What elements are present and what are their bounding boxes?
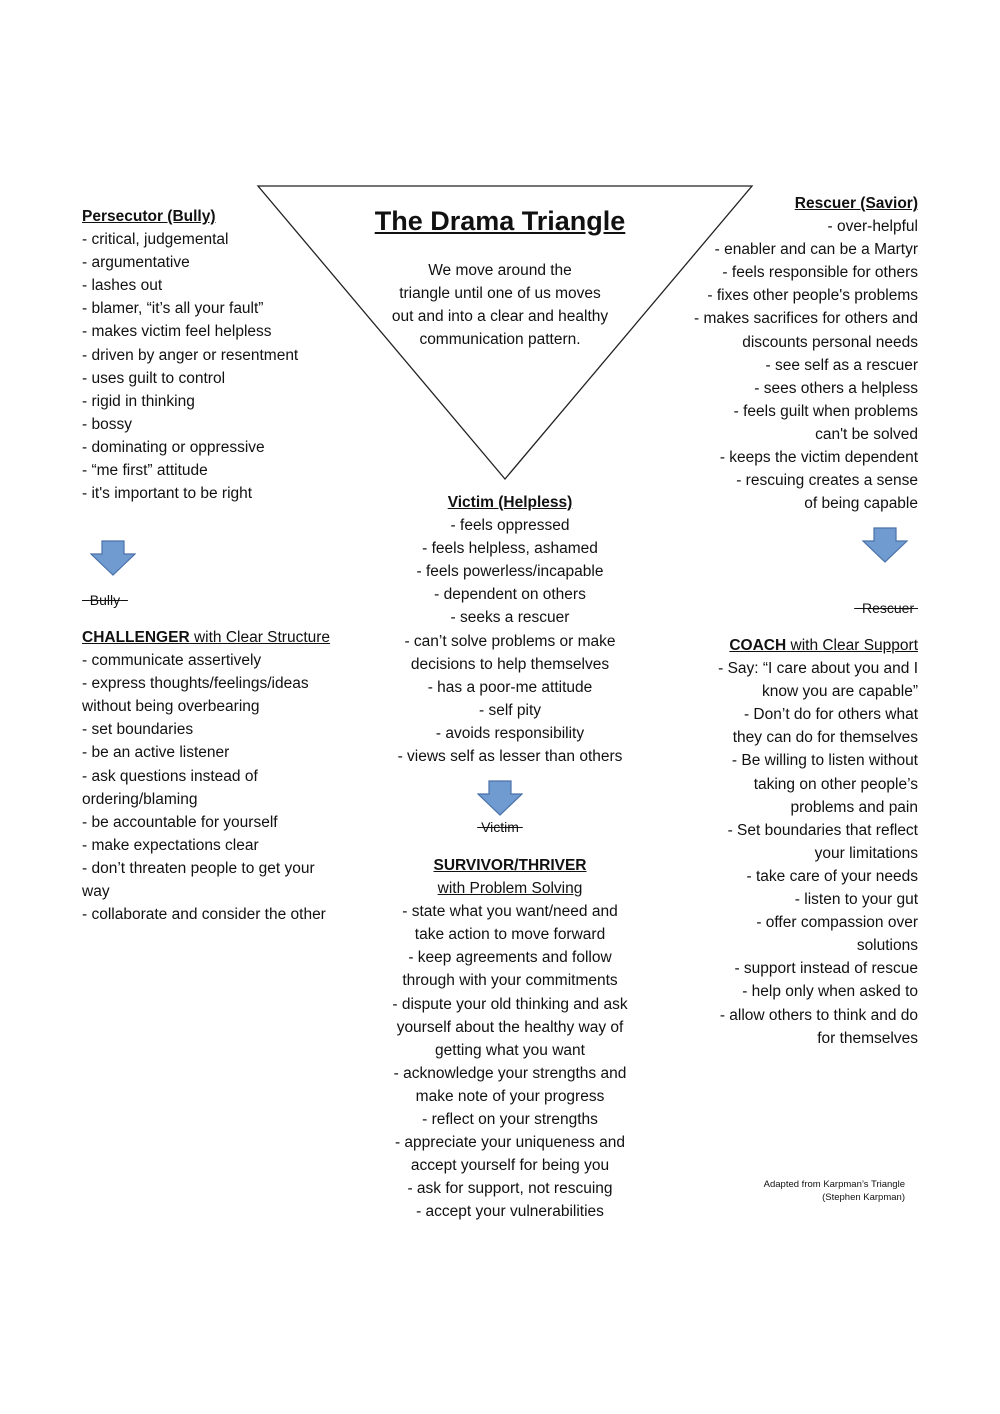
list-item: - rigid in thinking — [82, 392, 195, 410]
list-item: - has a poor-me attitude — [427, 678, 593, 696]
victim-section — [360, 491, 660, 768]
list-item: for themselves — [817, 1029, 918, 1047]
list-item: - be accountable for yourself — [82, 813, 278, 831]
list-item: - Be willing to listen without — [731, 752, 918, 770]
list-item: - feels helpless, ashamed — [422, 540, 598, 558]
list-item: - reflect on your strengths — [422, 1111, 598, 1129]
credit-line: Adapted from Karpman’s Triangle — [763, 1179, 905, 1190]
list-item: accept yourself for being you — [410, 1157, 610, 1175]
list-item: - keep agreements and follow — [408, 949, 612, 967]
list-item: - blamer, “it’s all your fault” — [82, 300, 264, 318]
list-item: - Set boundaries that reflect — [727, 821, 918, 839]
list-item: - avoids responsibility — [435, 724, 585, 742]
list-item: your limitations — [814, 844, 918, 862]
list-item: - be an active listener — [82, 744, 230, 762]
list-item: - feels guilt when problems — [733, 402, 918, 420]
list-item: they can do for themselves — [732, 729, 918, 747]
list-item: - make expectations clear — [82, 836, 259, 854]
list-item: without being overbearing — [82, 698, 260, 716]
list-item: problems and pain — [790, 798, 918, 816]
list-item: - critical, judgemental — [82, 231, 229, 249]
intro-text — [380, 259, 620, 351]
struck-bully-text: Bully — [89, 592, 121, 608]
down-arrow-icon — [477, 780, 523, 816]
credit-line: (Stephen Karpman) — [822, 1192, 905, 1203]
list-item: take action to move forward — [414, 926, 606, 944]
page-title: The Drama Triangle — [374, 206, 626, 236]
list-item: - “me first” attitude — [82, 462, 208, 480]
list-item: - self pity — [478, 701, 541, 719]
struck-rescuer-label — [854, 600, 918, 616]
list-item: - communicate assertively — [82, 652, 262, 670]
list-item: - seeks a rescuer — [450, 609, 570, 627]
list-item: - dominating or oppressive — [82, 438, 265, 456]
intro-line: We move around the — [428, 262, 572, 279]
list-item: - see self as a rescuer — [765, 356, 918, 374]
list-item: decisions to help themselves — [410, 655, 610, 673]
list-item: - lashes out — [82, 277, 163, 295]
list-item: - allow others to think and do — [719, 1006, 918, 1024]
list-item: - acknowledge your strengths and — [393, 1064, 627, 1082]
list-item: - Say: “I care about you and I — [718, 660, 918, 678]
list-item: - listen to your gut — [794, 891, 918, 909]
list-item: taking on other people’s — [753, 775, 918, 793]
challenger-heading — [82, 626, 330, 649]
list-item: - dispute your old thinking and ask — [392, 995, 628, 1013]
list-item: of being capable — [804, 495, 918, 513]
coach-heading — [718, 634, 918, 657]
list-item: - fixes other people's problems — [707, 287, 918, 305]
list-item: - over-helpful — [827, 218, 918, 236]
intro-line: triangle until one of us moves — [399, 285, 601, 303]
struck-rescuer-text: Rescuer — [861, 600, 915, 616]
list-item: - feels responsible for others — [722, 264, 918, 282]
list-item: - ask questions instead of — [82, 767, 258, 785]
list-item: - bossy — [82, 415, 132, 433]
list-item: - dependent on others — [434, 586, 586, 604]
list-item: - support instead of rescue — [734, 960, 918, 978]
list-item: solutions — [856, 937, 918, 955]
list-item: - offer compassion over — [756, 914, 918, 932]
struck-victim-text: Victim — [481, 819, 519, 835]
list-item: - ask for support, not rescuing — [407, 1180, 613, 1198]
list-item: - help only when asked to — [742, 983, 918, 1001]
list-item: - take care of your needs — [746, 867, 918, 885]
list-item: - feels powerless/incapable — [416, 563, 604, 581]
list-item: can't be solved — [815, 425, 918, 443]
list-item: - driven by anger or resentment — [82, 346, 299, 364]
intro-line: out and into a clear and healthy — [391, 308, 609, 326]
survivor-subheading: with Problem Solving — [437, 880, 583, 898]
list-item: way — [82, 883, 110, 901]
list-item: - state what you want/need and — [402, 903, 618, 921]
list-item: - appreciate your uniqueness and — [394, 1134, 626, 1152]
list-item: - sees others a helpless — [754, 379, 918, 397]
coach-section — [718, 634, 918, 1050]
struck-victim-label — [460, 819, 540, 835]
down-arrow-icon — [862, 527, 908, 563]
list-item: discounts personal needs — [742, 333, 918, 351]
survivor-heading: SURVIVOR/THRIVER — [433, 857, 587, 874]
list-item: - makes sacrifices for others and — [694, 310, 918, 328]
list-item: - keeps the victim dependent — [719, 449, 918, 467]
struck-bully-label — [82, 592, 128, 608]
list-item: - don’t threaten people to get your — [82, 859, 315, 877]
list-item: - set boundaries — [82, 721, 194, 739]
rescuer-heading: Rescuer (Savior) — [794, 195, 918, 212]
down-arrow-icon — [90, 540, 136, 576]
credit-note — [764, 1178, 905, 1204]
persecutor-section — [82, 205, 298, 505]
persecutor-heading: Persecutor (Bully) — [82, 208, 216, 225]
list-item: - collaborate and consider the other — [82, 906, 326, 924]
list-item: - argumentative — [82, 254, 190, 272]
list-item: - feels oppressed — [450, 517, 570, 535]
list-item: make note of your progress — [415, 1087, 605, 1105]
coach-heading-bold: COACH — [729, 637, 787, 654]
list-item: know you are capable” — [762, 683, 918, 701]
list-item: - uses guilt to control — [82, 369, 226, 387]
list-item: getting what you want — [435, 1041, 585, 1059]
list-item: - enabler and can be a Martyr — [714, 241, 918, 259]
list-item: - express thoughts/feelings/ideas — [82, 675, 309, 693]
list-item: - makes victim feel helpless — [82, 323, 272, 341]
challenger-heading-bold: CHALLENGER — [82, 629, 190, 646]
challenger-heading-rest: with Clear Structure — [189, 629, 331, 646]
rescuer-section — [694, 192, 918, 515]
list-item: through with your commitments — [402, 972, 618, 990]
list-item: - can’t solve problems or make — [404, 632, 616, 650]
challenger-section — [82, 626, 330, 926]
victim-heading: Victim (Helpless) — [447, 494, 573, 511]
list-item: ordering/blaming — [82, 790, 198, 808]
list-item: - Don’t do for others what — [743, 706, 918, 724]
list-item: yourself about the healthy way of — [396, 1018, 624, 1036]
list-item: - accept your vulnerabilities — [416, 1203, 604, 1221]
list-item: - views self as lesser than others — [397, 748, 623, 766]
list-item: - rescuing creates a sense — [736, 472, 918, 490]
survivor-section — [360, 854, 660, 1224]
coach-heading-rest: with Clear Support — [786, 637, 918, 654]
list-item: - it's important to be right — [82, 485, 253, 503]
intro-line: communication pattern. — [419, 331, 581, 349]
